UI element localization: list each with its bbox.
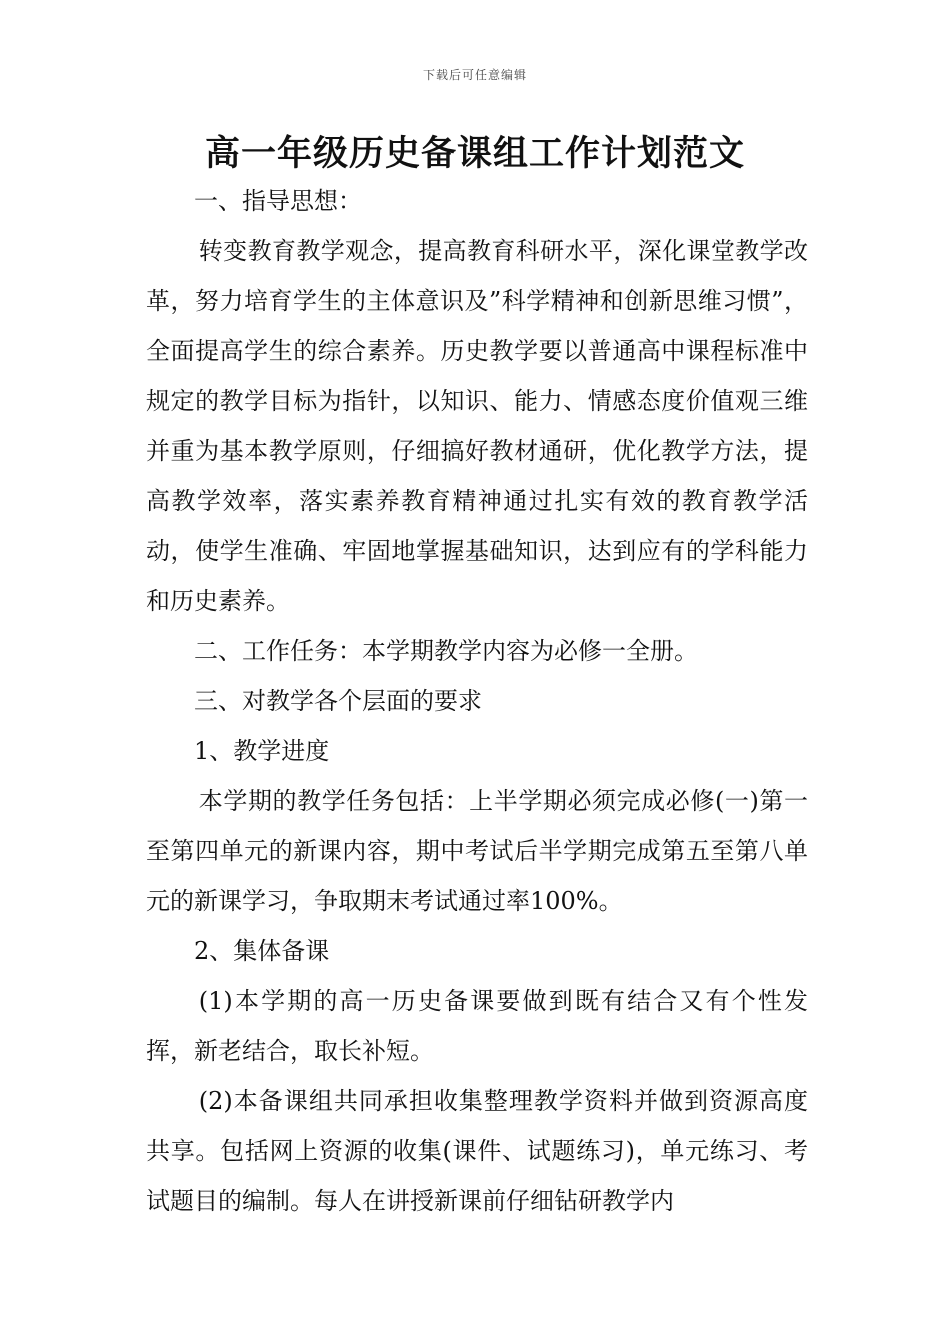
header-note: 下载后可任意编辑	[422, 68, 527, 82]
subheading-collective-lesson-prep: 2、集体备课	[194, 937, 330, 965]
document-title: 高一年级历史备课组工作计划范文	[204, 133, 745, 174]
paragraph-lesson-prep-2: (2)本备课组共同承担收集整理教学资料并做到资源高度共享。包括网上资源的收集(课件、试题练习)，单元练习、考试题目的编制。每人在讲授新课前仔细钻研教学内	[146, 1087, 808, 1215]
document-body	[146, 176, 808, 1226]
paragraph-lesson-prep-1: (1)本学期的高一历史备课要做到既有结合又有个性发挥，新老结合，取长补短。	[146, 987, 808, 1065]
section-heading-requirements: 三、对教学各个层面的要求	[194, 687, 482, 715]
section-heading-guiding-thought: 一、指导思想：	[194, 187, 362, 215]
paragraph-teaching-progress: 本学期的教学任务包括：上半学期必须完成必修(一)第一至第四单元的新课内容，期中考试后半学期完成第五至第八单元的新课学习，争取期末考试通过率100%。	[146, 787, 808, 915]
subheading-teaching-progress: 1、教学进度	[194, 737, 330, 765]
paragraph-guiding-thought: 转变教育教学观念，提高教育科研水平，深化课堂教学改革，努力培育学生的主体意识及”科学精神和创新思维习惯”，全面提高学生的综合素养。历史教学要以普通高中课程标准中规定的教学目标为指针，以知识、能力、情感态度价值观三维并重为基本教学原则，仔细搞好教材通研，优化教学方法，提高教学效率，落实素养教育精神通过扎实有效的教育教学活动，使学生准确、牢固地掌握基础知识，达到应有的学科能力和历史素养。	[146, 237, 808, 615]
section-heading-work-task: 二、工作任务：本学期教学内容为必修一全册。	[194, 637, 698, 665]
